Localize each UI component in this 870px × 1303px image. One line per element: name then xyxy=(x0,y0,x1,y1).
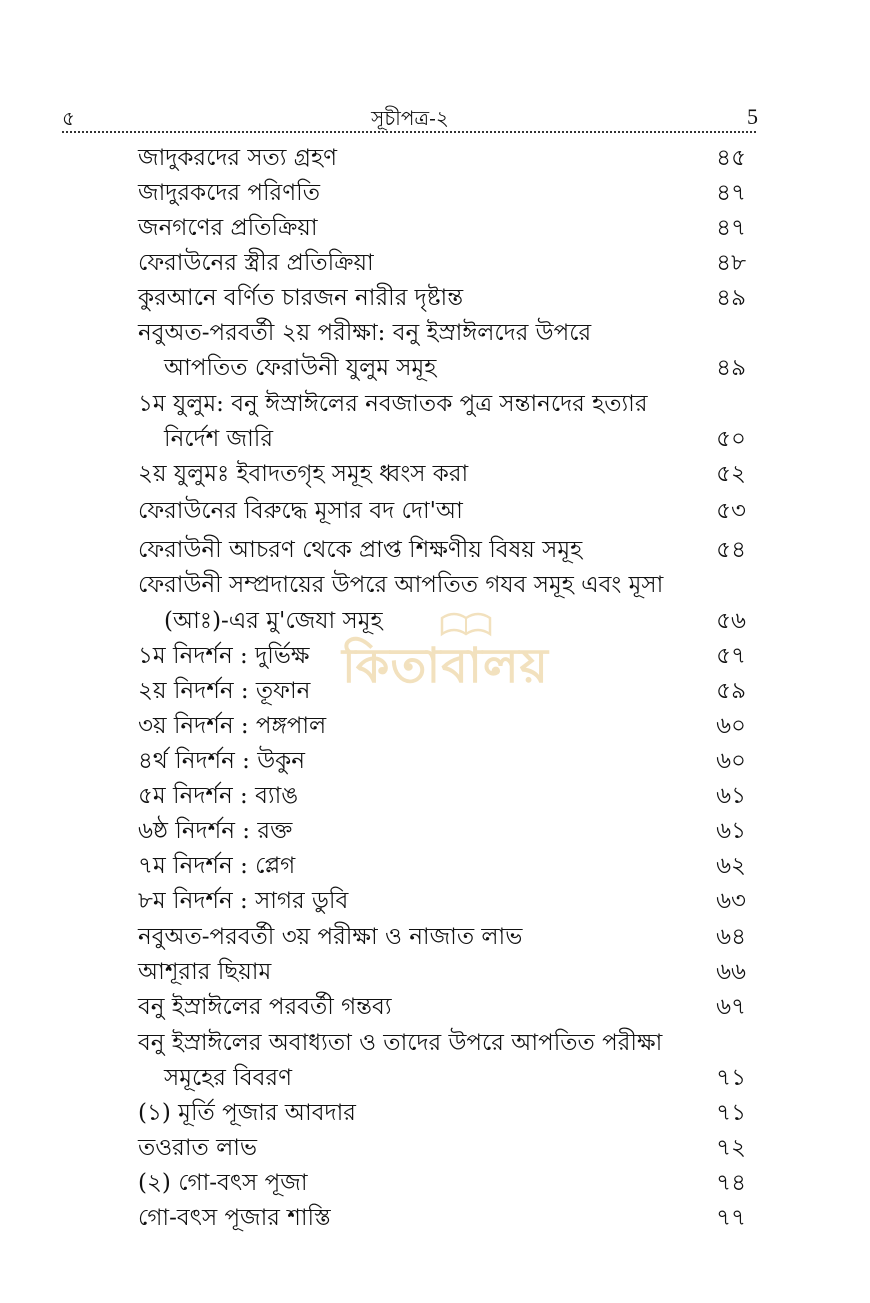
page-header xyxy=(62,104,758,132)
toc-entry-page: ৬২ xyxy=(716,853,746,879)
toc-entry xyxy=(138,246,746,280)
page-number-bengali: ৫ xyxy=(62,106,75,130)
toc-entry-page: ৫৯ xyxy=(716,678,746,704)
toc-entry-page: ৫৭ xyxy=(716,643,746,669)
publisher-watermark xyxy=(338,612,568,696)
toc-entry-title: আপতিত ফেরাউনী যুলুম সমূহ xyxy=(164,355,437,381)
toc-entry xyxy=(138,920,746,954)
toc-entry-title: (২) গো-বৎস পূজা xyxy=(138,1170,308,1196)
toc-entry xyxy=(138,176,746,210)
toc-entry-title: নির্দেশ জারি xyxy=(164,426,274,452)
toc-entry xyxy=(138,211,746,245)
toc-entry-page: ৫৪ xyxy=(716,537,746,563)
toc-entry-title: ৩য় নিদর্শন : পঙ্গপাল xyxy=(138,713,327,739)
toc-entry-page: ৪৭ xyxy=(716,215,746,241)
toc-entry-page: ৬০ xyxy=(716,748,746,774)
toc-entry-title: জনগণের প্রতিক্রিয়া xyxy=(138,215,318,241)
toc-entry-title: ফেরাউনী আচরণ থেকে প্রাপ্ত শিক্ষণীয় বিষয় সমূহ xyxy=(138,537,583,563)
toc-entry xyxy=(138,316,746,350)
toc-entry-page: ৫৩ xyxy=(716,498,746,524)
toc-entry-title: (১) মূর্তি পূজার আবদার xyxy=(138,1100,356,1126)
toc-entry-page: ৭১ xyxy=(716,1100,746,1126)
toc-entry-page: ৬১ xyxy=(716,783,746,809)
toc-entry-title: ৭ম নিদর্শন : প্লেগ xyxy=(138,853,296,879)
toc-entry-title: আশূরার ছিয়াম xyxy=(138,959,272,985)
toc-entry-title: ৮ম নিদর্শন : সাগর ডুবি xyxy=(138,888,349,914)
toc-entry-title: বনু ইস্রাঈলের পরবর্তী গন্তব্য xyxy=(138,994,392,1020)
toc-entry-title: ফেরাউনের বিরুদ্ধে মূসার বদ দো'আ xyxy=(138,498,463,524)
toc-entry xyxy=(138,457,746,491)
toc-entry-title: (আঃ)-এর মু'জেযা সমূহ xyxy=(164,608,383,634)
toc-entry xyxy=(138,955,746,989)
toc-entry-page: ৭৭ xyxy=(716,1205,746,1231)
toc-entry-page: ৪৭ xyxy=(716,180,746,206)
toc-entry xyxy=(138,1201,746,1235)
toc-entry-page: ৫৬ xyxy=(716,608,746,634)
toc-entry-title: নবুঅত-পরবর্তী ৩য় পরীক্ষা ও নাজাত লাভ xyxy=(138,924,523,950)
toc-entry-page: ৪৫ xyxy=(716,145,746,171)
toc-entry-page: ৫০ xyxy=(716,426,746,452)
toc-entry-page: ৭১ xyxy=(716,1065,746,1091)
toc-entry-title: নবুঅত-পরবর্তী ২য় পরীক্ষা: বনু ইস্রাঈলদের উপরে xyxy=(138,320,592,346)
toc-entry-title: ৫ম নিদর্শন : ব্যাঙ xyxy=(138,783,299,809)
toc-entry-title: ১ম নিদর্শন : দুর্ভিক্ষ xyxy=(138,643,310,669)
toc-entry-title: বনু ইস্রাঈলের অবাধ্যতা ও তাদের উপরে আপতিত পরীক্ষা xyxy=(138,1030,663,1056)
toc-entry xyxy=(138,387,746,421)
toc-entry-continuation xyxy=(138,351,746,385)
toc-entry xyxy=(138,849,746,883)
toc-entry-title: ফেরাউনের স্ত্রীর প্রতিক্রিয়া xyxy=(138,250,374,276)
toc-entry-continuation xyxy=(138,1061,746,1095)
header-dotted-rule xyxy=(62,131,756,133)
toc-entry-title: ৪র্থ নিদর্শন : উকুন xyxy=(138,748,305,774)
running-title: সূচীপত্র-২ xyxy=(371,106,449,130)
toc-entry-title: ২য় যুলুমঃ ইবাদতগৃহ সমূহ ধ্বংস করা xyxy=(138,461,469,487)
toc-entry xyxy=(138,533,746,567)
toc-entry-page: ৭৪ xyxy=(716,1170,746,1196)
toc-entry-title: ফেরাউনী সম্প্রদায়ের উপরে আপতিত গযব সমূহ এবং মূসা xyxy=(138,572,664,598)
toc-entry xyxy=(138,744,746,778)
toc-entry-page: ৬৬ xyxy=(716,959,746,985)
toc-entry-title: জাদুরকদের পরিণতি xyxy=(138,180,320,206)
toc-entry xyxy=(138,281,746,315)
toc-entry xyxy=(138,494,746,528)
toc-entry xyxy=(138,709,746,743)
toc-entry-continuation xyxy=(138,422,746,456)
toc-entry xyxy=(138,884,746,918)
toc-entry-page: ৫২ xyxy=(716,461,746,487)
toc-entry xyxy=(138,814,746,848)
toc-entry-page: ৬০ xyxy=(716,713,746,739)
toc-entry-title: জাদুকরদের সত্য গ্রহণ xyxy=(138,145,338,171)
page-number-latin: 5 xyxy=(747,104,758,129)
toc-entry xyxy=(138,1026,746,1060)
toc-entry xyxy=(138,1166,746,1200)
toc-entry xyxy=(138,779,746,813)
toc-entry-page: ৬১ xyxy=(716,818,746,844)
toc-entry xyxy=(138,568,746,602)
toc-entry-title: ২য় নিদর্শন : তূফান xyxy=(138,678,311,704)
toc-entry-page: ৪৯ xyxy=(716,355,746,381)
toc-entry-page: ৬৪ xyxy=(716,924,746,950)
toc-entry-page: ৬৩ xyxy=(716,888,746,914)
toc-entry-title: ৬ষ্ঠ নিদর্শন : রক্ত xyxy=(138,818,293,844)
toc-entry-title: সমূহের বিবরণ xyxy=(164,1065,292,1091)
watermark-text: কিতাবালয় xyxy=(342,638,549,694)
toc-entry-title: তওরাত লাভ xyxy=(138,1135,258,1161)
toc-entry xyxy=(138,990,746,1024)
toc-entry-title: কুরআনে বর্ণিত চারজন নারীর দৃষ্টান্ত xyxy=(138,285,464,311)
toc-entry-page: ৭২ xyxy=(716,1135,746,1161)
toc-entry-page: ৬৭ xyxy=(716,994,746,1020)
toc-entry xyxy=(138,1131,746,1165)
toc-entry-page: ৪৮ xyxy=(716,250,746,276)
toc-entry xyxy=(138,141,746,175)
toc-entry xyxy=(138,1096,746,1130)
toc-entry-title: গো-বৎস পূজার শাস্তি xyxy=(138,1205,331,1231)
toc-entry-page: ৪৯ xyxy=(716,285,746,311)
toc-entry-title: ১ম যুলুম: বনু ঈস্রাঈলের নবজাতক পুত্র সন্তানদের হত্যার xyxy=(138,391,648,417)
